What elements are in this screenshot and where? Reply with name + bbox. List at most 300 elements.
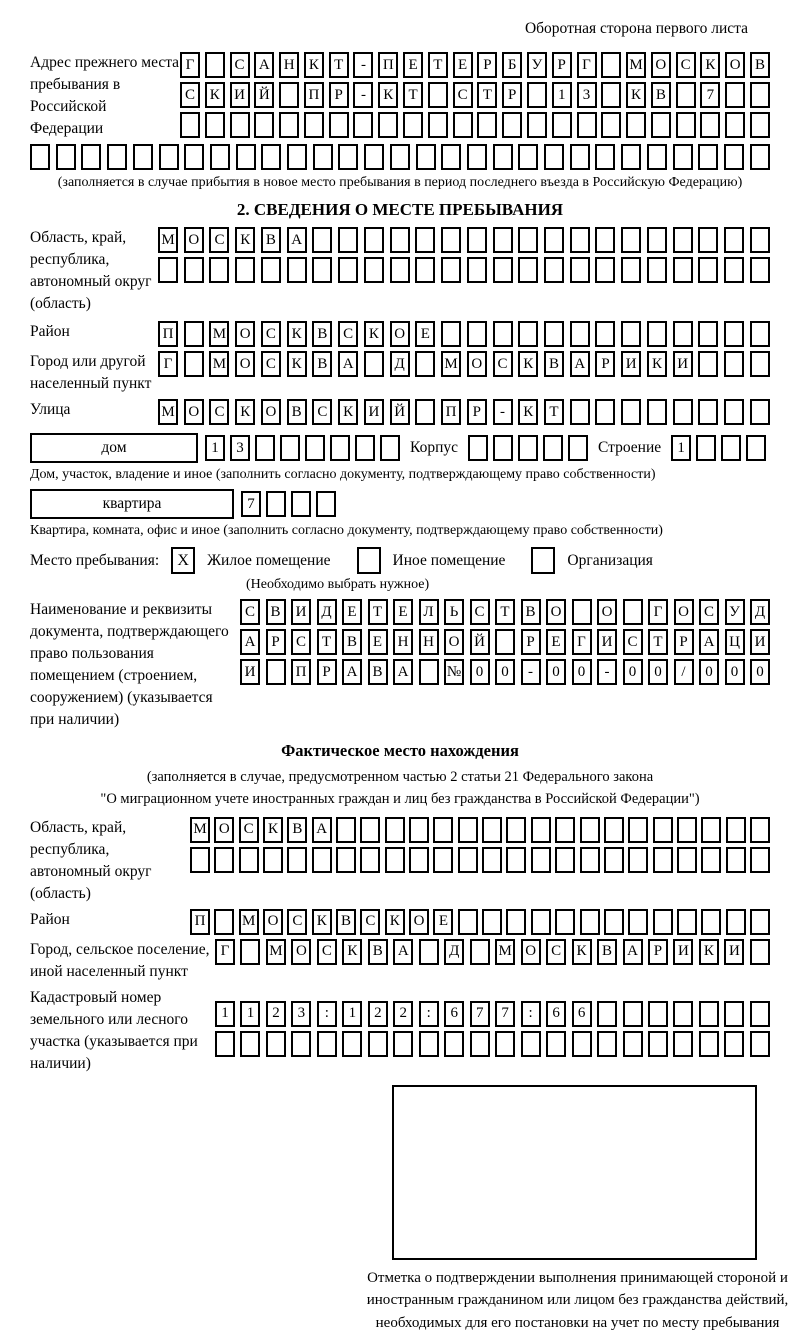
char-cell[interactable]: 0 (699, 659, 719, 685)
char-cell[interactable] (601, 82, 621, 108)
char-cell[interactable] (280, 435, 300, 461)
char-cell[interactable] (677, 847, 697, 873)
char-cell[interactable] (287, 144, 307, 170)
char-cell[interactable]: С (230, 52, 250, 78)
char-cell[interactable]: А (287, 227, 307, 253)
char-cell[interactable]: Е (546, 629, 566, 655)
char-cell[interactable] (543, 435, 563, 461)
char-cell[interactable] (555, 817, 575, 843)
char-cell[interactable] (279, 112, 299, 138)
char-cell[interactable]: К (700, 52, 720, 78)
char-cell[interactable]: С (209, 227, 229, 253)
other-premises-checkbox[interactable] (357, 547, 381, 574)
char-cell[interactable] (254, 112, 274, 138)
char-cell[interactable]: В (368, 939, 388, 965)
char-cell[interactable]: И (364, 399, 384, 425)
char-cell[interactable]: 2 (393, 1001, 413, 1027)
char-cell[interactable] (458, 909, 478, 935)
char-cell[interactable]: В (312, 321, 332, 347)
char-cell[interactable] (266, 1031, 286, 1057)
char-cell[interactable]: 3 (291, 1001, 311, 1027)
char-cell[interactable]: И (230, 82, 250, 108)
char-cell[interactable]: - (353, 82, 373, 108)
char-cell[interactable] (428, 82, 448, 108)
char-cell[interactable]: К (626, 82, 646, 108)
char-cell[interactable] (316, 491, 336, 517)
char-cell[interactable] (570, 321, 590, 347)
char-cell[interactable] (527, 112, 547, 138)
char-cell[interactable] (441, 144, 461, 170)
char-cell[interactable]: М (190, 817, 210, 843)
char-cell[interactable]: В (336, 909, 356, 935)
char-cell[interactable]: 0 (546, 659, 566, 685)
char-cell[interactable]: К (699, 939, 719, 965)
char-cell[interactable]: А (240, 629, 260, 655)
char-cell[interactable] (482, 847, 502, 873)
char-cell[interactable] (544, 321, 564, 347)
char-cell[interactable]: О (291, 939, 311, 965)
char-cell[interactable]: А (312, 817, 332, 843)
char-cell[interactable] (673, 399, 693, 425)
char-cell[interactable] (676, 82, 696, 108)
char-cell[interactable] (698, 321, 718, 347)
char-cell[interactable] (312, 227, 332, 253)
char-cell[interactable]: 7 (495, 1001, 515, 1027)
char-cell[interactable]: 0 (495, 659, 515, 685)
char-cell[interactable]: С (317, 939, 337, 965)
char-cell[interactable] (184, 351, 204, 377)
char-cell[interactable] (393, 1031, 413, 1057)
char-cell[interactable]: Р (502, 82, 522, 108)
char-cell[interactable]: В (342, 629, 362, 655)
char-cell[interactable]: О (409, 909, 429, 935)
char-cell[interactable]: У (527, 52, 547, 78)
char-cell[interactable] (544, 144, 564, 170)
char-cell[interactable] (544, 257, 564, 283)
char-cell[interactable]: Д (390, 351, 410, 377)
char-cell[interactable]: И (750, 629, 770, 655)
char-cell[interactable] (364, 257, 384, 283)
char-cell[interactable]: А (623, 939, 643, 965)
char-cell[interactable]: О (597, 599, 617, 625)
char-cell[interactable]: 6 (572, 1001, 592, 1027)
char-cell[interactable] (531, 847, 551, 873)
char-cell[interactable] (604, 909, 624, 935)
char-cell[interactable] (190, 847, 210, 873)
char-cell[interactable] (698, 144, 718, 170)
char-cell[interactable] (329, 112, 349, 138)
char-cell[interactable] (30, 144, 50, 170)
char-cell[interactable] (502, 112, 522, 138)
char-cell[interactable] (467, 144, 487, 170)
char-cell[interactable] (698, 227, 718, 253)
char-cell[interactable] (701, 909, 721, 935)
char-cell[interactable] (580, 909, 600, 935)
char-cell[interactable] (467, 227, 487, 253)
char-cell[interactable] (107, 144, 127, 170)
char-cell[interactable] (390, 227, 410, 253)
char-cell[interactable]: О (467, 351, 487, 377)
char-cell[interactable] (621, 257, 641, 283)
char-cell[interactable]: А (393, 939, 413, 965)
char-cell[interactable]: Е (368, 629, 388, 655)
char-cell[interactable] (263, 847, 283, 873)
char-cell[interactable] (544, 227, 564, 253)
char-cell[interactable] (647, 227, 667, 253)
char-cell[interactable] (364, 351, 384, 377)
char-cell[interactable] (385, 847, 405, 873)
char-cell[interactable] (626, 112, 646, 138)
char-cell[interactable] (750, 321, 770, 347)
char-cell[interactable]: - (597, 659, 617, 685)
char-cell[interactable]: Н (393, 629, 413, 655)
char-cell[interactable] (415, 351, 435, 377)
char-cell[interactable] (506, 847, 526, 873)
char-cell[interactable]: О (444, 629, 464, 655)
char-cell[interactable]: О (546, 599, 566, 625)
char-cell[interactable]: - (521, 659, 541, 685)
char-cell[interactable] (724, 257, 744, 283)
char-cell[interactable]: Р (329, 82, 349, 108)
char-cell[interactable]: - (353, 52, 373, 78)
char-cell[interactable] (724, 1031, 744, 1057)
char-cell[interactable]: О (261, 399, 281, 425)
char-cell[interactable] (477, 112, 497, 138)
char-cell[interactable] (597, 1031, 617, 1057)
char-cell[interactable] (673, 144, 693, 170)
char-cell[interactable] (673, 1031, 693, 1057)
char-cell[interactable] (653, 909, 673, 935)
char-cell[interactable]: Т (403, 82, 423, 108)
char-cell[interactable] (621, 399, 641, 425)
char-cell[interactable] (724, 351, 744, 377)
char-cell[interactable]: К (518, 399, 538, 425)
char-cell[interactable] (531, 817, 551, 843)
char-cell[interactable]: К (342, 939, 362, 965)
char-cell[interactable] (724, 399, 744, 425)
char-cell[interactable] (419, 1031, 439, 1057)
char-cell[interactable]: С (240, 599, 260, 625)
char-cell[interactable]: К (518, 351, 538, 377)
char-cell[interactable]: М (209, 351, 229, 377)
char-cell[interactable] (441, 257, 461, 283)
char-cell[interactable]: К (287, 321, 307, 347)
char-cell[interactable] (158, 257, 178, 283)
char-cell[interactable] (527, 82, 547, 108)
char-cell[interactable]: 1 (671, 435, 691, 461)
char-cell[interactable] (724, 321, 744, 347)
char-cell[interactable]: 0 (648, 659, 668, 685)
char-cell[interactable]: К (304, 52, 324, 78)
char-cell[interactable] (409, 847, 429, 873)
char-cell[interactable]: У (725, 599, 745, 625)
char-cell[interactable] (750, 257, 770, 283)
char-cell[interactable] (261, 257, 281, 283)
char-cell[interactable]: И (673, 939, 693, 965)
char-cell[interactable] (570, 257, 590, 283)
char-cell[interactable]: А (699, 629, 719, 655)
char-cell[interactable]: О (214, 817, 234, 843)
char-cell[interactable] (266, 659, 286, 685)
char-cell[interactable] (304, 112, 324, 138)
char-cell[interactable] (205, 52, 225, 78)
char-cell[interactable]: Й (470, 629, 490, 655)
char-cell[interactable] (595, 227, 615, 253)
char-cell[interactable]: 3 (577, 82, 597, 108)
char-cell[interactable]: С (209, 399, 229, 425)
char-cell[interactable] (364, 227, 384, 253)
char-cell[interactable]: С (180, 82, 200, 108)
residential-checkbox[interactable]: X (171, 547, 195, 574)
char-cell[interactable] (338, 144, 358, 170)
char-cell[interactable] (750, 1001, 770, 1027)
char-cell[interactable]: М (495, 939, 515, 965)
char-cell[interactable]: Р (552, 52, 572, 78)
char-cell[interactable] (266, 491, 286, 517)
char-cell[interactable] (470, 1031, 490, 1057)
char-cell[interactable]: К (647, 351, 667, 377)
char-cell[interactable] (597, 1001, 617, 1027)
char-cell[interactable]: Г (648, 599, 668, 625)
char-cell[interactable] (647, 321, 667, 347)
char-cell[interactable] (699, 1031, 719, 1057)
char-cell[interactable] (750, 399, 770, 425)
char-cell[interactable]: К (385, 909, 405, 935)
char-cell[interactable] (493, 257, 513, 283)
char-cell[interactable]: Е (453, 52, 473, 78)
char-cell[interactable] (428, 112, 448, 138)
char-cell[interactable]: О (235, 351, 255, 377)
char-cell[interactable]: 0 (725, 659, 745, 685)
char-cell[interactable]: 6 (444, 1001, 464, 1027)
char-cell[interactable] (604, 817, 624, 843)
char-cell[interactable] (235, 257, 255, 283)
char-cell[interactable]: О (235, 321, 255, 347)
char-cell[interactable] (555, 847, 575, 873)
char-cell[interactable] (673, 257, 693, 283)
char-cell[interactable] (416, 144, 436, 170)
char-cell[interactable] (261, 144, 281, 170)
char-cell[interactable] (568, 435, 588, 461)
char-cell[interactable] (482, 909, 502, 935)
char-cell[interactable] (159, 144, 179, 170)
char-cell[interactable]: К (572, 939, 592, 965)
char-cell[interactable]: С (546, 939, 566, 965)
char-cell[interactable]: : (419, 1001, 439, 1027)
char-cell[interactable] (312, 257, 332, 283)
char-cell[interactable] (214, 909, 234, 935)
char-cell[interactable] (390, 144, 410, 170)
char-cell[interactable]: 1 (240, 1001, 260, 1027)
char-cell[interactable]: К (338, 399, 358, 425)
char-cell[interactable] (750, 939, 770, 965)
char-cell[interactable] (360, 817, 380, 843)
char-cell[interactable]: 1 (552, 82, 572, 108)
char-cell[interactable]: О (184, 227, 204, 253)
char-cell[interactable]: № (444, 659, 464, 685)
char-cell[interactable]: И (240, 659, 260, 685)
char-cell[interactable]: М (626, 52, 646, 78)
char-cell[interactable] (56, 144, 76, 170)
char-cell[interactable] (623, 599, 643, 625)
char-cell[interactable] (677, 909, 697, 935)
char-cell[interactable]: К (205, 82, 225, 108)
char-cell[interactable]: И (673, 351, 693, 377)
char-cell[interactable]: П (190, 909, 210, 935)
char-cell[interactable] (518, 144, 538, 170)
char-cell[interactable]: Р (674, 629, 694, 655)
char-cell[interactable] (726, 817, 746, 843)
char-cell[interactable]: С (623, 629, 643, 655)
char-cell[interactable]: Т (495, 599, 515, 625)
char-cell[interactable] (368, 1031, 388, 1057)
char-cell[interactable] (470, 939, 490, 965)
char-cell[interactable] (419, 939, 439, 965)
char-cell[interactable]: С (338, 321, 358, 347)
char-cell[interactable] (628, 847, 648, 873)
char-cell[interactable] (336, 817, 356, 843)
char-cell[interactable]: М (266, 939, 286, 965)
char-cell[interactable] (555, 909, 575, 935)
char-cell[interactable] (601, 52, 621, 78)
char-cell[interactable]: О (651, 52, 671, 78)
char-cell[interactable]: 1 (205, 435, 225, 461)
char-cell[interactable]: П (441, 399, 461, 425)
char-cell[interactable] (287, 847, 307, 873)
char-cell[interactable] (338, 227, 358, 253)
char-cell[interactable] (279, 82, 299, 108)
char-cell[interactable]: Е (342, 599, 362, 625)
char-cell[interactable]: И (724, 939, 744, 965)
char-cell[interactable]: Р (266, 629, 286, 655)
char-cell[interactable]: В (544, 351, 564, 377)
char-cell[interactable] (518, 321, 538, 347)
char-cell[interactable] (570, 399, 590, 425)
char-cell[interactable] (336, 847, 356, 873)
char-cell[interactable]: С (453, 82, 473, 108)
char-cell[interactable] (390, 257, 410, 283)
char-cell[interactable] (230, 112, 250, 138)
char-cell[interactable]: О (184, 399, 204, 425)
char-cell[interactable] (750, 909, 770, 935)
char-cell[interactable]: 0 (572, 659, 592, 685)
char-cell[interactable] (291, 1031, 311, 1057)
char-cell[interactable] (433, 817, 453, 843)
char-cell[interactable]: К (364, 321, 384, 347)
char-cell[interactable]: И (621, 351, 641, 377)
char-cell[interactable] (287, 257, 307, 283)
char-cell[interactable]: Р (521, 629, 541, 655)
char-cell[interactable] (467, 257, 487, 283)
char-cell[interactable] (570, 144, 590, 170)
char-cell[interactable]: Б (502, 52, 522, 78)
char-cell[interactable]: Д (317, 599, 337, 625)
char-cell[interactable] (453, 112, 473, 138)
char-cell[interactable]: Г (158, 351, 178, 377)
char-cell[interactable] (239, 847, 259, 873)
char-cell[interactable] (604, 847, 624, 873)
char-cell[interactable]: 6 (546, 1001, 566, 1027)
char-cell[interactable] (493, 435, 513, 461)
char-cell[interactable] (647, 144, 667, 170)
char-cell[interactable] (468, 435, 488, 461)
char-cell[interactable] (210, 144, 230, 170)
char-cell[interactable] (721, 435, 741, 461)
char-cell[interactable]: М (158, 399, 178, 425)
char-cell[interactable] (180, 112, 200, 138)
char-cell[interactable] (493, 227, 513, 253)
char-cell[interactable] (403, 112, 423, 138)
char-cell[interactable]: Ь (444, 599, 464, 625)
char-cell[interactable] (750, 227, 770, 253)
char-cell[interactable] (317, 1031, 337, 1057)
char-cell[interactable]: К (378, 82, 398, 108)
char-cell[interactable] (415, 399, 435, 425)
char-cell[interactable] (750, 82, 770, 108)
char-cell[interactable]: 0 (470, 659, 490, 685)
char-cell[interactable] (595, 399, 615, 425)
char-cell[interactable]: Р (477, 52, 497, 78)
char-cell[interactable]: И (597, 629, 617, 655)
char-cell[interactable] (184, 144, 204, 170)
char-cell[interactable]: Т (428, 52, 448, 78)
char-cell[interactable]: Р (595, 351, 615, 377)
char-cell[interactable] (360, 847, 380, 873)
char-cell[interactable] (546, 1031, 566, 1057)
char-cell[interactable] (725, 112, 745, 138)
char-cell[interactable] (409, 817, 429, 843)
char-cell[interactable] (467, 321, 487, 347)
char-cell[interactable] (700, 112, 720, 138)
char-cell[interactable]: С (676, 52, 696, 78)
char-cell[interactable]: 7 (241, 491, 261, 517)
char-cell[interactable]: : (521, 1001, 541, 1027)
char-cell[interactable] (628, 817, 648, 843)
char-cell[interactable]: Д (750, 599, 770, 625)
char-cell[interactable] (621, 144, 641, 170)
char-cell[interactable] (330, 435, 350, 461)
char-cell[interactable] (595, 321, 615, 347)
char-cell[interactable] (750, 817, 770, 843)
char-cell[interactable] (698, 399, 718, 425)
char-cell[interactable]: В (287, 817, 307, 843)
char-cell[interactable] (209, 257, 229, 283)
char-cell[interactable]: В (287, 399, 307, 425)
char-cell[interactable]: / (674, 659, 694, 685)
char-cell[interactable] (653, 847, 673, 873)
char-cell[interactable]: 7 (700, 82, 720, 108)
char-cell[interactable]: С (291, 629, 311, 655)
char-cell[interactable] (595, 144, 615, 170)
organization-checkbox[interactable] (531, 547, 555, 574)
char-cell[interactable]: И (291, 599, 311, 625)
char-cell[interactable]: 2 (266, 1001, 286, 1027)
char-cell[interactable]: В (651, 82, 671, 108)
char-cell[interactable] (493, 321, 513, 347)
char-cell[interactable] (623, 1001, 643, 1027)
char-cell[interactable]: В (368, 659, 388, 685)
char-cell[interactable] (701, 817, 721, 843)
char-cell[interactable] (648, 1001, 668, 1027)
char-cell[interactable] (724, 227, 744, 253)
char-cell[interactable] (305, 435, 325, 461)
char-cell[interactable]: К (287, 351, 307, 377)
char-cell[interactable] (750, 144, 770, 170)
char-cell[interactable] (415, 227, 435, 253)
char-cell[interactable]: В (266, 599, 286, 625)
char-cell[interactable]: С (360, 909, 380, 935)
char-cell[interactable] (677, 817, 697, 843)
